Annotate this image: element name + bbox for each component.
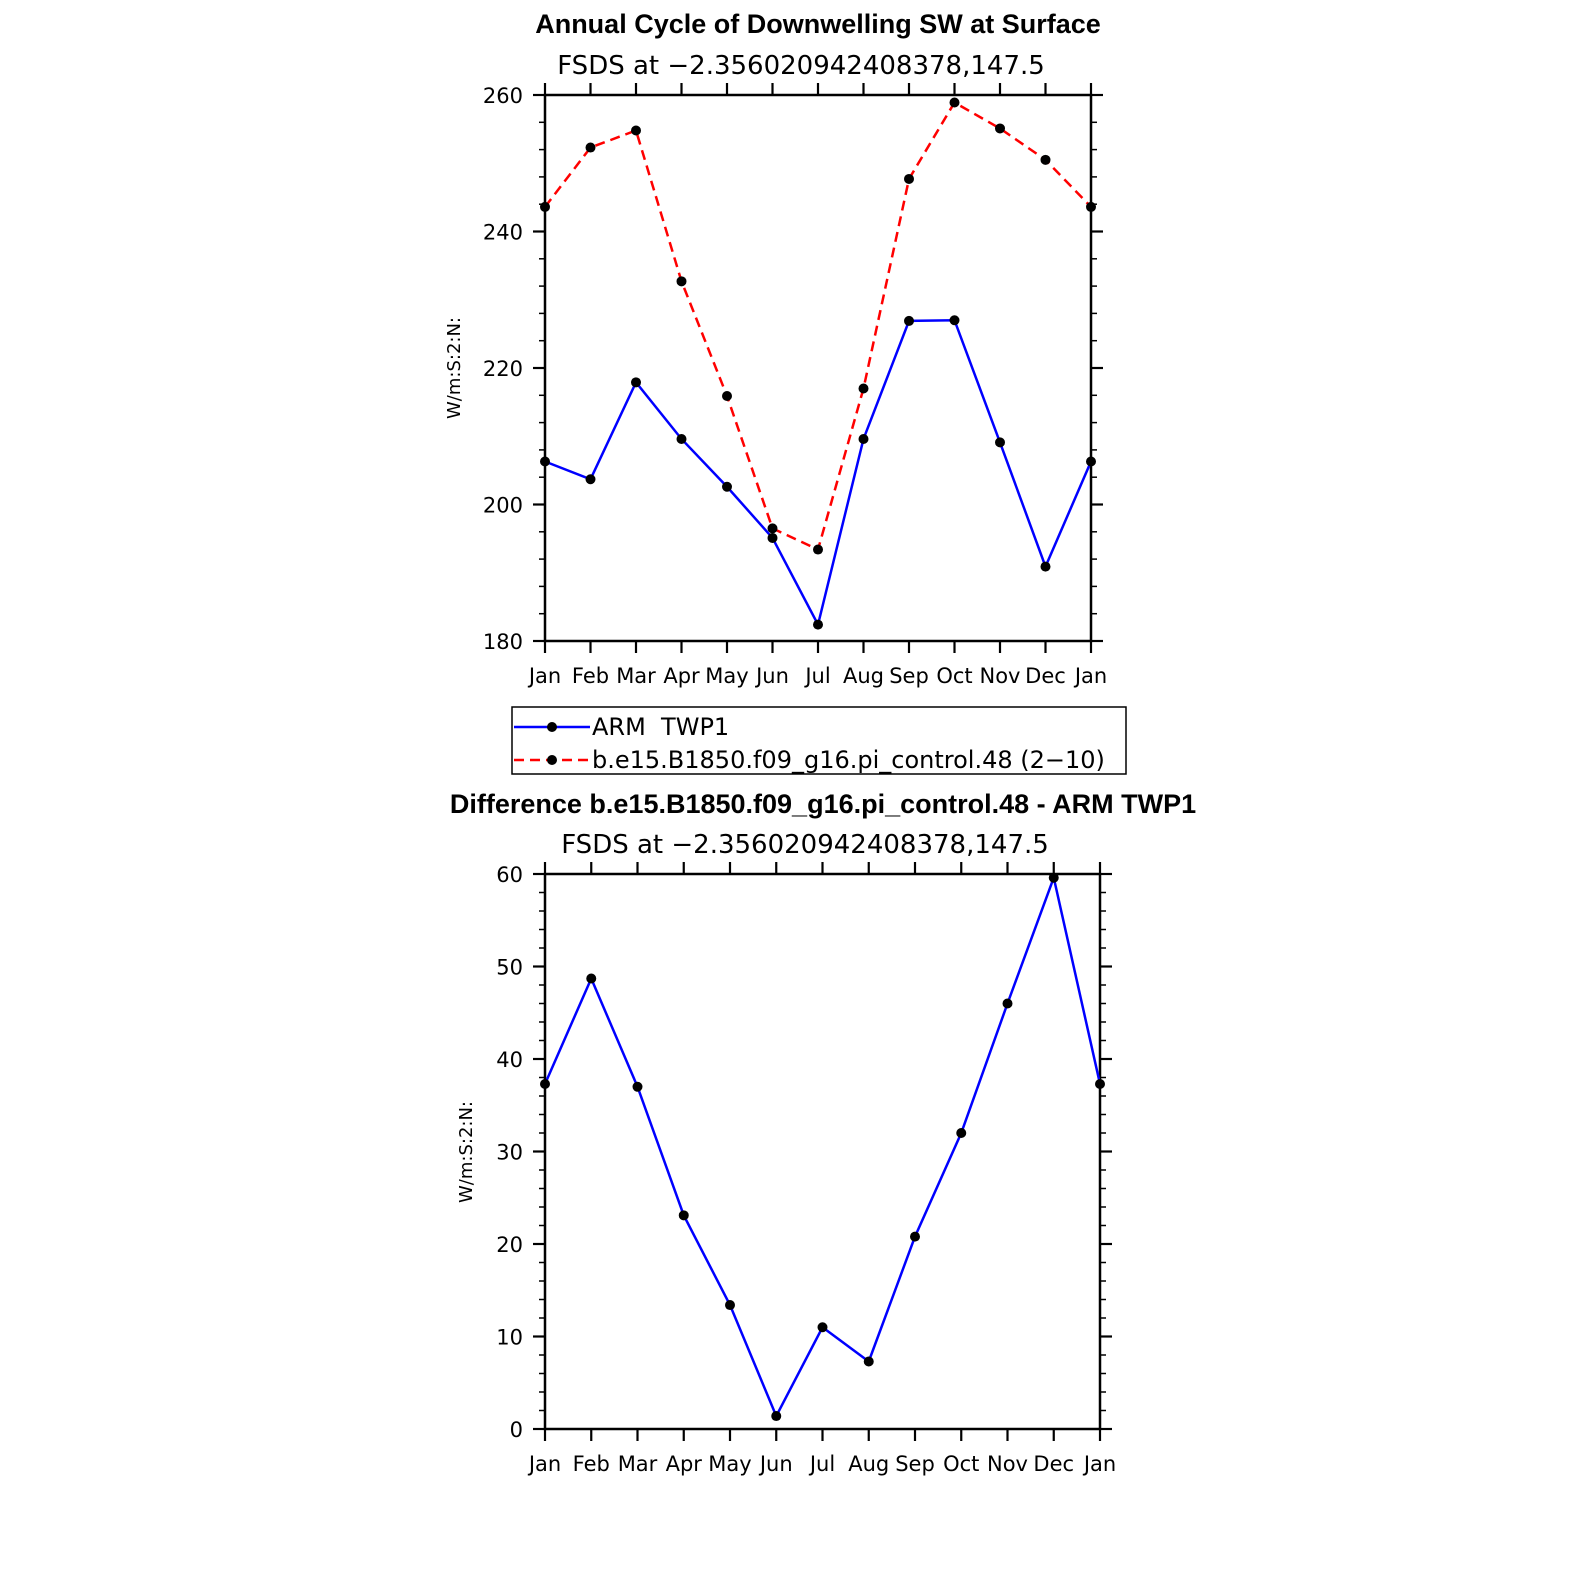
y-tick-label: 0 bbox=[509, 1418, 523, 1442]
plot-area bbox=[483, 83, 1107, 688]
x-tick-label: Jan bbox=[1083, 1452, 1117, 1476]
y-tick-label: 220 bbox=[482, 357, 523, 381]
series-1-point bbox=[722, 391, 732, 401]
x-tick-label: Dec bbox=[1025, 664, 1066, 688]
legend-marker-model bbox=[547, 755, 557, 765]
series-0-point bbox=[904, 316, 914, 326]
legend-marker-arm bbox=[547, 722, 557, 732]
series-0-point bbox=[633, 1082, 643, 1092]
x-tick-label: Jan bbox=[528, 664, 562, 688]
series-1-point bbox=[1086, 202, 1096, 212]
series-0-point bbox=[1049, 873, 1059, 883]
series-1-point bbox=[813, 545, 823, 555]
chart-title: Difference b.e15.B1850.f09_g16.pi_control.48 - ARM TWP1 bbox=[449, 789, 1197, 819]
series-line-0 bbox=[545, 320, 1091, 624]
y-axis-label: W/m:S:2:N: bbox=[444, 317, 465, 419]
series-0-point bbox=[586, 474, 596, 484]
x-tick-label: Nov bbox=[979, 664, 1021, 688]
series-1-point bbox=[586, 143, 596, 153]
series-0-point bbox=[677, 434, 687, 444]
series-1-point bbox=[950, 98, 960, 108]
plot-area bbox=[496, 862, 1116, 1476]
series-0-point bbox=[818, 1322, 828, 1332]
series-0-point bbox=[768, 533, 778, 543]
series-0-point bbox=[725, 1300, 735, 1310]
x-tick-label: May bbox=[708, 1452, 752, 1476]
legend-label-arm: ARM TWP1 bbox=[592, 713, 730, 741]
series-1-point bbox=[540, 202, 550, 212]
series-line-1 bbox=[545, 103, 1091, 550]
chart-subtitle: FSDS at −2.356020942408378,147.5 bbox=[557, 51, 1045, 81]
x-tick-label: Aug bbox=[848, 1452, 890, 1476]
series-0-point bbox=[771, 1411, 781, 1421]
series-0-point bbox=[859, 434, 869, 444]
difference-chart bbox=[450, 789, 1196, 1476]
x-tick-label: Sep bbox=[889, 664, 929, 688]
x-tick-label: Jan bbox=[1074, 664, 1108, 688]
y-tick-label: 180 bbox=[482, 630, 523, 654]
series-0-point bbox=[1086, 457, 1096, 467]
series-0-point bbox=[586, 974, 596, 984]
x-tick-label: Sep bbox=[895, 1452, 935, 1476]
y-tick-label: 30 bbox=[496, 1140, 523, 1165]
series-0-point bbox=[910, 1232, 920, 1242]
series-0-point bbox=[722, 482, 732, 492]
y-tick-label: 260 bbox=[482, 84, 523, 108]
legend-label-model: b.e15.B1850.f09_g16.pi_control.48 (2−10) bbox=[592, 746, 1105, 774]
x-tick-label: Aug bbox=[842, 664, 885, 688]
series-0-point bbox=[679, 1210, 689, 1220]
y-tick-label: 40 bbox=[496, 1048, 523, 1072]
series-0-point bbox=[631, 377, 641, 387]
x-tick-label: Feb bbox=[572, 1452, 610, 1476]
x-tick-label: Jan bbox=[528, 1452, 562, 1476]
x-tick-label: Jul bbox=[809, 1452, 836, 1476]
series-1-point bbox=[631, 125, 641, 135]
series-0-point bbox=[540, 457, 550, 467]
y-tick-label: 50 bbox=[496, 955, 523, 980]
y-axis-label: W/m:S:2:N: bbox=[456, 1101, 477, 1203]
series-1-point bbox=[1041, 155, 1051, 165]
series-0-point bbox=[540, 1079, 550, 1089]
chart-subtitle: FSDS at −2.356020942408378,147.5 bbox=[561, 830, 1049, 860]
x-tick-label: Nov bbox=[987, 1452, 1028, 1476]
y-tick-label: 10 bbox=[496, 1325, 523, 1350]
series-0-point bbox=[864, 1356, 874, 1366]
series-0-point bbox=[1095, 1079, 1105, 1089]
x-tick-label: Apr bbox=[663, 664, 700, 688]
series-0-point bbox=[813, 620, 823, 630]
series-0-point bbox=[1003, 999, 1013, 1009]
legend bbox=[512, 707, 1126, 774]
chart-title: Annual Cycle of Downwelling SW at Surface bbox=[535, 9, 1101, 39]
series-1-point bbox=[859, 383, 869, 393]
x-tick-label: Mar bbox=[617, 1452, 658, 1476]
x-tick-label: Feb bbox=[571, 664, 610, 688]
y-tick-label: 60 bbox=[496, 863, 523, 887]
x-tick-label: Mar bbox=[616, 664, 656, 688]
series-0-point bbox=[995, 437, 1005, 447]
x-tick-label: Jun bbox=[756, 664, 789, 688]
series-1-point bbox=[995, 123, 1005, 133]
series-1-point bbox=[768, 523, 778, 533]
series-0-point bbox=[956, 1128, 966, 1138]
plot-frame bbox=[545, 874, 1100, 1429]
y-tick-label: 240 bbox=[482, 220, 523, 245]
plot-frame bbox=[545, 95, 1091, 641]
annual-cycle-chart bbox=[444, 9, 1107, 688]
x-tick-label: Jul bbox=[805, 664, 831, 688]
x-tick-label: Oct bbox=[936, 664, 973, 688]
y-tick-label: 200 bbox=[482, 493, 523, 518]
x-tick-label: Jun bbox=[759, 1452, 793, 1476]
x-tick-label: May bbox=[705, 664, 749, 688]
x-tick-label: Dec bbox=[1033, 1452, 1075, 1476]
series-0-point bbox=[1041, 562, 1051, 572]
x-tick-label: Oct bbox=[943, 1452, 980, 1476]
x-tick-label: Apr bbox=[665, 1452, 702, 1476]
series-1-point bbox=[677, 276, 687, 286]
y-tick-label: 20 bbox=[496, 1233, 523, 1257]
series-1-point bbox=[904, 174, 914, 184]
series-line-0 bbox=[545, 878, 1100, 1416]
series-0-point bbox=[950, 315, 960, 325]
